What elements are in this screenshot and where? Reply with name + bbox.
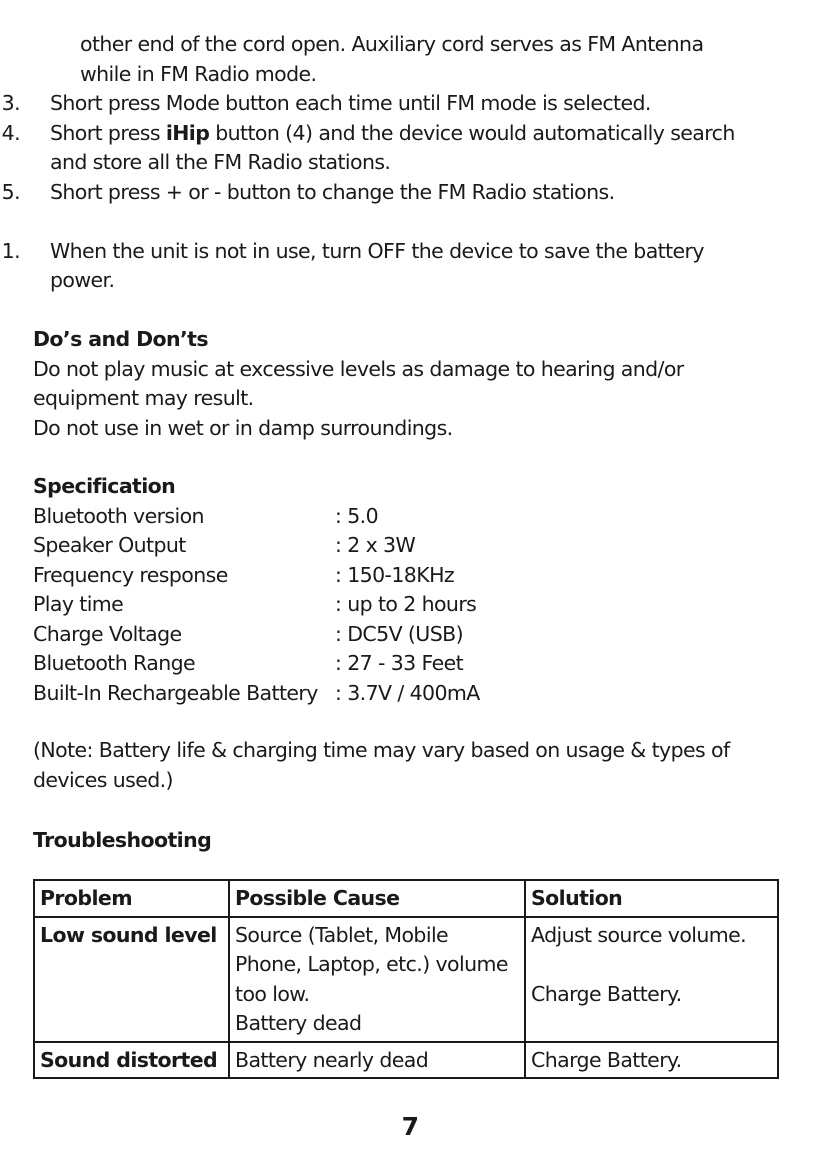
dos-and-donts-section — [0, 325, 820, 443]
troubleshooting-heading: Troubleshooting — [33, 828, 212, 852]
table-row — [34, 1042, 778, 1079]
cell-line: Battery dead — [235, 1011, 362, 1035]
spec-row — [0, 531, 820, 561]
spec-label: Bluetooth Range — [33, 651, 196, 675]
problem-cell: Sound distorted — [34, 1042, 229, 1079]
spec-row — [0, 590, 820, 620]
spec-value: : 2 x 3W — [335, 533, 416, 557]
table-row — [34, 917, 778, 1042]
header-possible-cause: Possible Cause — [229, 880, 525, 917]
cause-cell — [229, 1042, 525, 1079]
spec-label: Built-In Rechargeable Battery — [33, 680, 318, 705]
spec-value: : 3.7V / 400mA — [335, 680, 480, 705]
spec-heading: Specification — [33, 474, 176, 498]
spec-value: : up to 2 hours — [335, 592, 477, 616]
text-line: devices used.) — [33, 767, 173, 792]
item-number: 1. — [1, 238, 20, 263]
text-line: equipment may result. — [33, 386, 254, 410]
table-header-row — [34, 880, 778, 917]
text-line: Do not use in wet or in damp surroundings. — [33, 415, 453, 440]
header-solution: Solution — [525, 880, 778, 917]
text-line: Do not play music at excessive levels as damage to hearing and/or — [33, 356, 684, 381]
text-run: and store all the FM Radio stations. — [50, 150, 391, 174]
troubleshooting-section — [0, 826, 820, 856]
cause-cell — [229, 917, 525, 1042]
list-item — [0, 178, 820, 208]
spec-row — [0, 620, 820, 650]
cell-line: too low. — [235, 981, 310, 1006]
text-run: button (4) and the device would automatically search — [209, 120, 735, 145]
specification-section — [0, 472, 820, 708]
spec-label: Play time — [33, 592, 124, 616]
spec-list — [0, 502, 820, 709]
cell-line: Adjust source volume. — [531, 922, 747, 947]
spec-label: Bluetooth version — [33, 503, 204, 528]
item-number — [0, 266, 50, 296]
spec-label: Frequency response — [33, 562, 228, 587]
spec-row — [0, 679, 820, 709]
item-text — [50, 178, 615, 208]
continued-paragraph — [0, 30, 820, 89]
list-item — [0, 89, 820, 119]
text-line: while in FM Radio mode. — [80, 61, 317, 86]
problem-cell: Low sound level — [34, 917, 229, 1042]
item-number: 4. — [1, 120, 20, 145]
cell-line: Phone, Laptop, etc.) volume — [235, 952, 508, 976]
spec-row — [0, 561, 820, 591]
spec-label: Speaker Output — [33, 533, 186, 557]
spec-row — [0, 649, 820, 679]
troubleshooting-table — [33, 879, 779, 1079]
cell-line: Source (Tablet, Mobile — [235, 922, 449, 947]
solution-cell — [525, 1042, 778, 1079]
dos-heading: Do’s and Don’ts — [33, 327, 208, 351]
battery-note — [0, 736, 820, 795]
list-item — [0, 148, 820, 178]
spec-label: Charge Voltage — [33, 621, 182, 646]
item-text — [50, 148, 390, 178]
header-problem: Problem — [34, 880, 229, 917]
instructions-section — [0, 30, 820, 296]
usage-tip — [0, 237, 820, 296]
item-number: 3. — [1, 91, 20, 115]
item-number — [0, 148, 50, 178]
spec-value: : 5.0 — [335, 503, 379, 528]
steps-list — [0, 89, 820, 207]
dos-text — [0, 355, 820, 444]
cell-line: Battery nearly dead — [235, 1047, 429, 1072]
text-run: Short press Mode button each time until FM mode is selected. — [50, 91, 651, 115]
spec-row — [0, 502, 820, 532]
text-line: other end of the cord open. Auxiliary cord serves as FM Antenna — [80, 32, 704, 56]
spec-value: : 27 - 33 Feet — [335, 651, 464, 675]
text-line: (Note: Battery life & charging time may vary based on usage & types of — [33, 738, 730, 762]
list-item — [0, 119, 820, 149]
item-text: When the unit is not in use, turn OFF the device to save the battery — [50, 238, 704, 263]
cell-line: Charge Battery. — [531, 981, 682, 1006]
solution-cell — [525, 917, 778, 1042]
item-number: 5. — [1, 179, 20, 204]
page-number: 7 — [401, 1112, 419, 1141]
list-item — [0, 237, 820, 267]
spec-value: : 150-18KHz — [335, 562, 455, 587]
text-run: Short press — [50, 120, 166, 145]
item-text — [50, 89, 651, 119]
cell-line — [531, 950, 772, 980]
text-run: Short press + or - button to change the FM Radio stations. — [50, 179, 615, 204]
list-item — [0, 266, 820, 296]
cell-line: Charge Battery. — [531, 1047, 682, 1072]
item-text — [50, 119, 735, 149]
brand-name: iHip — [165, 120, 210, 145]
item-text: power. — [50, 268, 115, 292]
spec-value: : DC5V (USB) — [335, 621, 463, 646]
